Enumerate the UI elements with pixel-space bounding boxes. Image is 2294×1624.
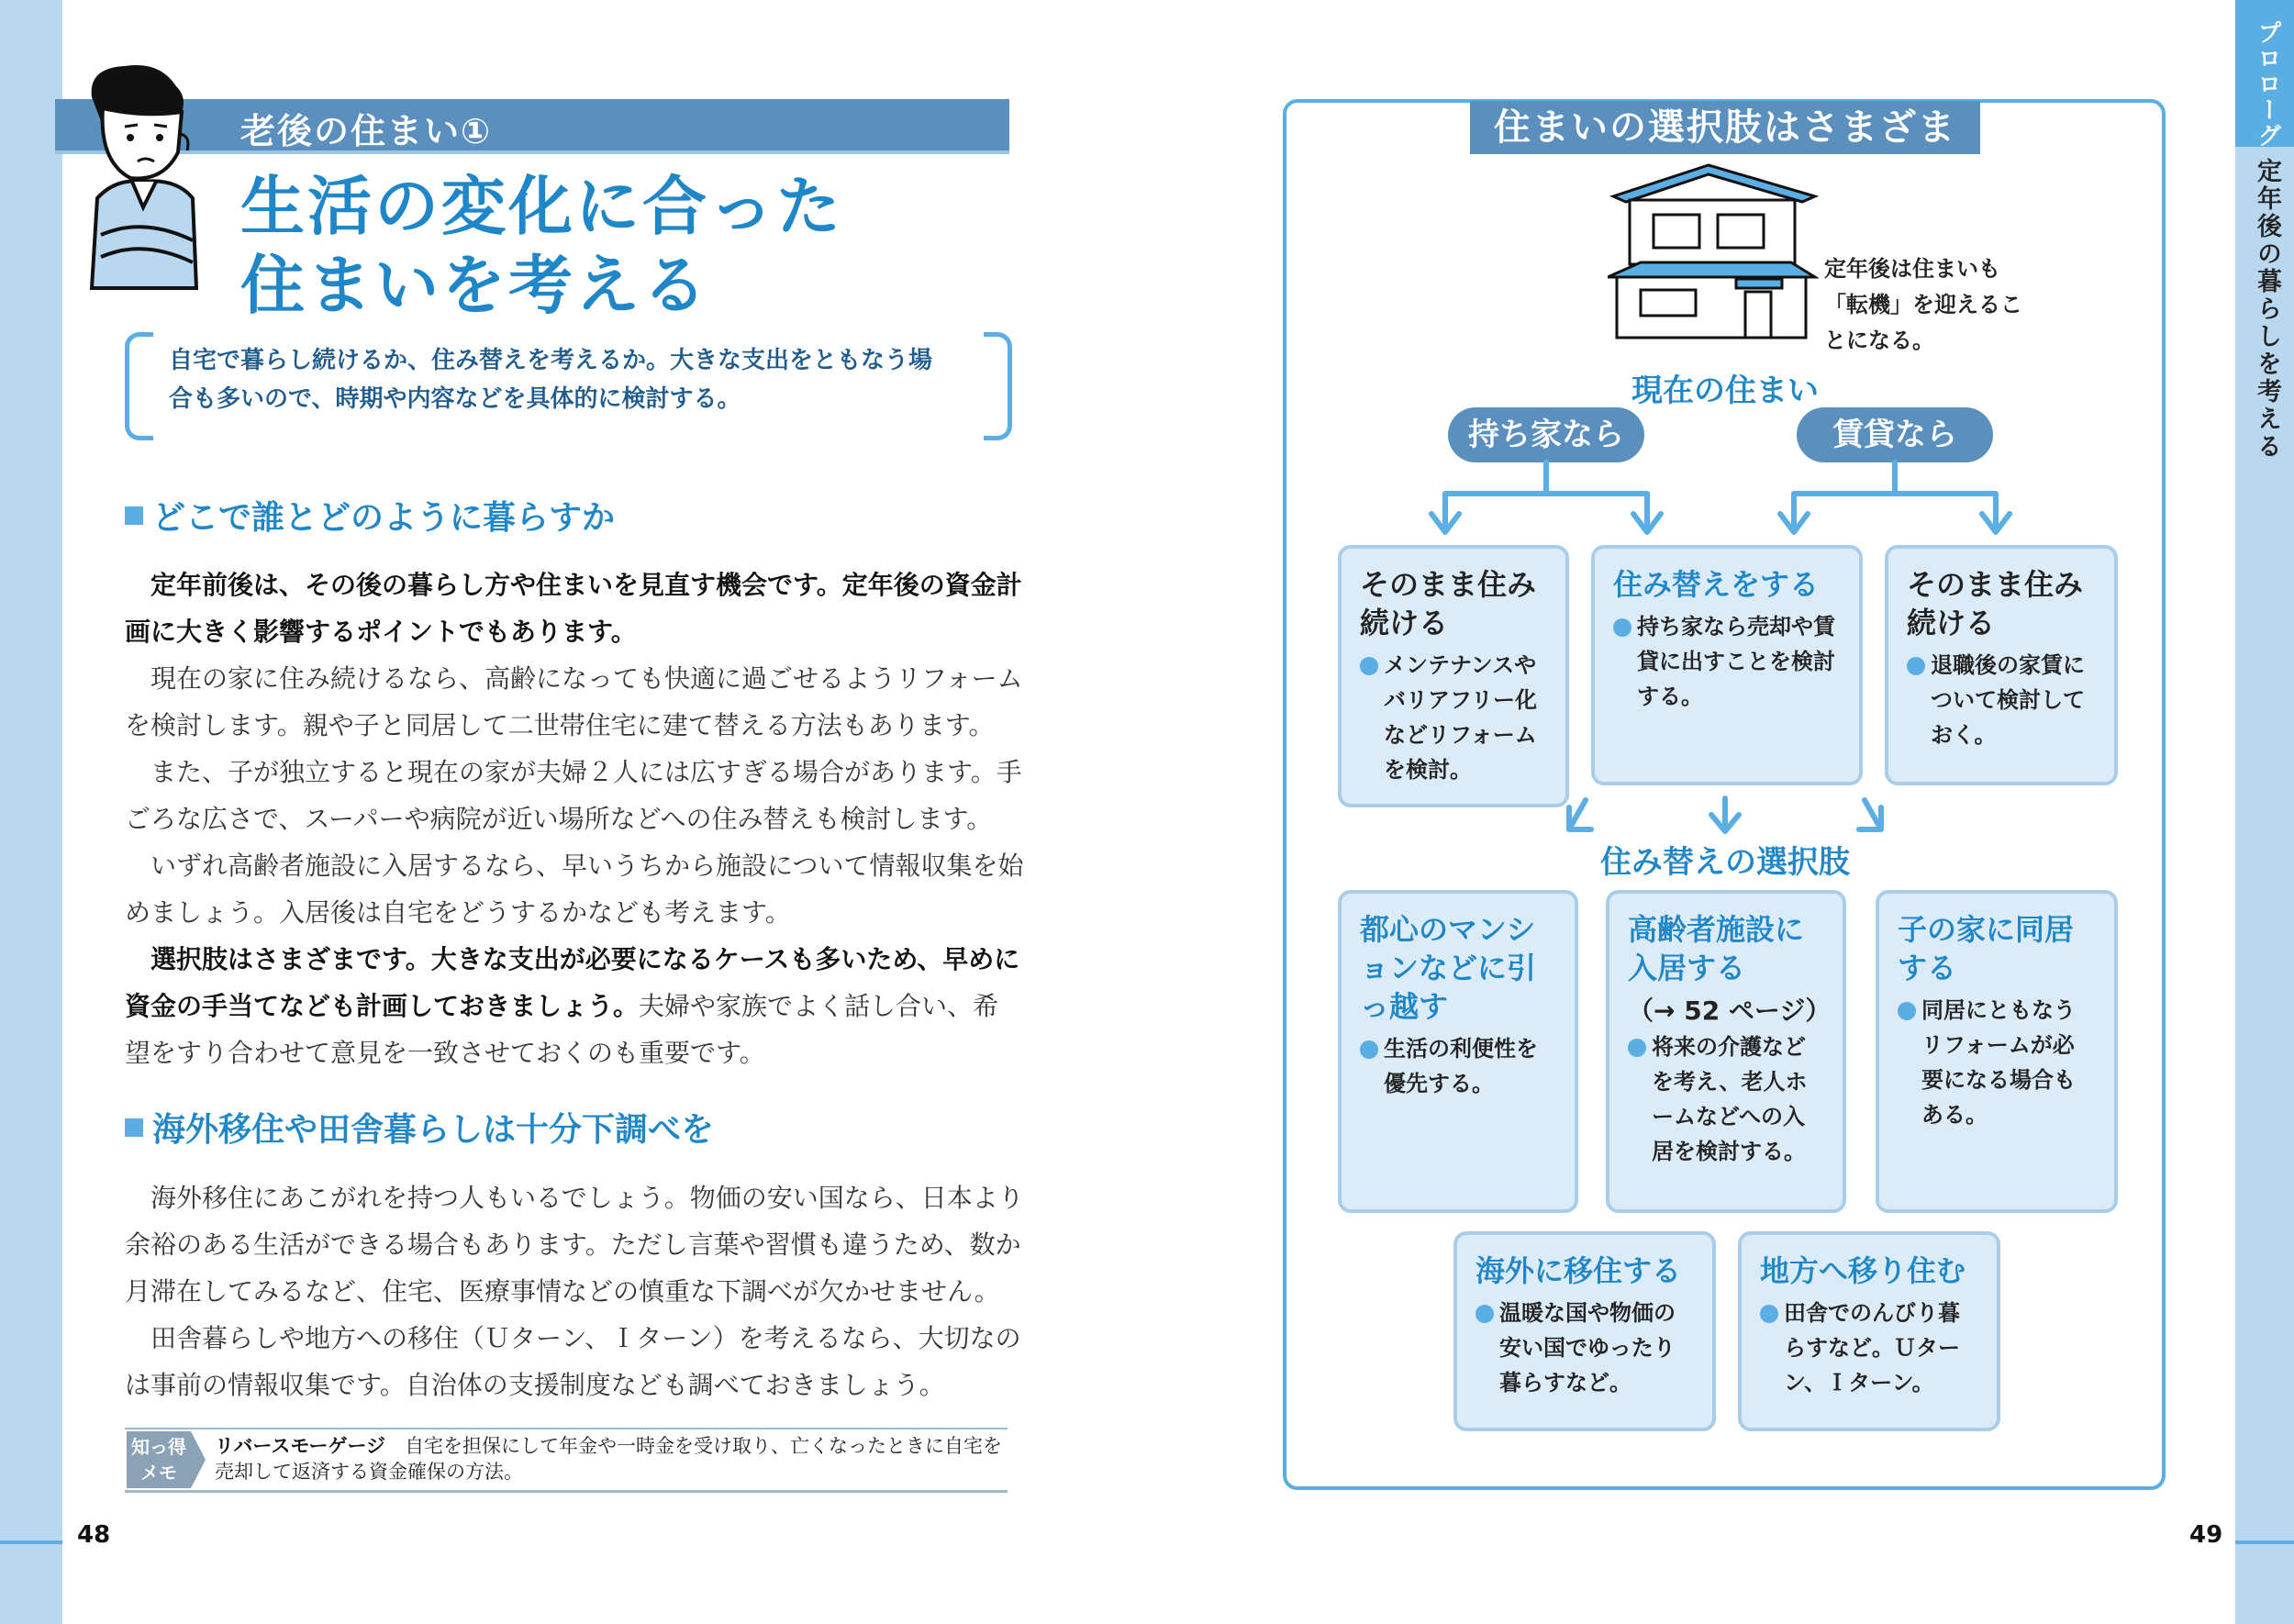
main-title — [240, 167, 843, 325]
choices-label: 住み替えの選択肢 — [1600, 844, 1850, 881]
section-title: 老後の住まい① — [240, 111, 493, 151]
para-4: いずれ高齢者施設に入居するなら、早いうちから施設について情報収集を始めましょう。入居後は自宅をどうするかなども考えます。 — [125, 851, 1024, 928]
box-city-item: 生活の利便性を優先する。 — [1360, 1031, 1556, 1101]
panel-title: 住まいの選択肢はさまざま — [1470, 101, 1980, 154]
box-move — [1591, 545, 1863, 785]
box-rural-item: 田舎でのんびり暮らすなど。Ｕターン、Ｉターン。 — [1760, 1296, 1978, 1400]
lead-bracket-right — [984, 332, 1012, 440]
para-7: 田舎暮らしや地方への移住（Ｕターン、Ｉターン）を考えるなら、大切なのは事前の情報収集です。自治体の支援制度なども調べておきましょう。 — [125, 1323, 1021, 1400]
side-tab-chapter: 定年後の暮らしを考える — [2253, 158, 2281, 461]
box-facility — [1606, 890, 1846, 1213]
box-city-title: 都心のマンションなどに引っ越す — [1360, 912, 1537, 1024]
memo-tag — [127, 1431, 191, 1488]
box-move-title: 住み替えをする — [1613, 567, 1820, 602]
heading-overseas-text: 海外移住や田舎暮らしは十分下調べを — [152, 1111, 715, 1149]
memo-chevron-icon — [191, 1431, 206, 1488]
lead-bracket-left — [125, 332, 153, 440]
thinking-man-illustration — [79, 61, 207, 290]
memo-rule-top — [125, 1428, 1008, 1429]
box-child — [1876, 890, 2118, 1213]
box-stay-rented — [1885, 545, 2118, 785]
rented-home-pill: 賃貸なら — [1797, 407, 1993, 462]
house-note: 定年後は住まいも「転機」を迎えることになる。 — [1824, 256, 2022, 353]
box-stay-owned-title: そのまま住み続ける — [1360, 567, 1537, 640]
box-child-title: 子の家に同居する — [1898, 912, 2075, 985]
box-facility-item: 将来の介護などを考え、老人ホームなどへの入居を検討する。 — [1628, 1029, 1824, 1169]
box-facility-page-ref: （→ 52 ページ） — [1628, 996, 1832, 1026]
heading-square-icon — [125, 1118, 143, 1137]
main-title-line2: 住まいを考える — [240, 248, 709, 323]
heading-square-icon — [125, 506, 143, 525]
house-illustration — [1608, 163, 1819, 347]
box-stay-rented-title: そのまま住み続ける — [1907, 567, 2084, 640]
box-overseas-item: 温暖な国や物価の安い国でゆったり暮らすなど。 — [1476, 1296, 1694, 1400]
box-rural-title: 地方へ移り住む — [1760, 1253, 1966, 1288]
page-number-left: 48 — [77, 1521, 111, 1549]
memo-rule-bottom — [125, 1490, 1008, 1493]
memo-term: リバースモーゲージ — [215, 1435, 386, 1457]
page-number-right: 49 — [2189, 1521, 2223, 1549]
para-5-rest: 夫婦や家族でよく話し合い、希望をすり合わせて意見を一致させておくのも重要です。 — [125, 991, 999, 1068]
lead-line2: 合も多いので、時期や内容などを具体的に検討する。 — [169, 385, 741, 413]
heading-overseas — [125, 1104, 714, 1151]
main-title-line1: 生活の変化に合った — [240, 169, 843, 244]
page-number-rule-left — [0, 1541, 62, 1544]
box-city — [1338, 890, 1578, 1213]
box-overseas — [1453, 1231, 1716, 1431]
box-stay-owned — [1338, 545, 1569, 807]
box-overseas-title: 海外に移住する — [1476, 1253, 1682, 1288]
memo-tag-line2: メモ — [140, 1462, 177, 1484]
para-5-bold: 選択肢はさまざまです。大きな支出が必要になるケースも多いため、早めに資金の手当てなども計画しておきましょう。 — [125, 944, 1020, 1021]
lead-text — [169, 341, 986, 418]
side-tab-category: プロローグ — [2254, 20, 2281, 149]
box-facility-title: 高齢者施設に入居する — [1628, 912, 1805, 985]
para-3: また、子が独立すると現在の家が夫婦２人には広すぎる場合があります。手ごろな広さで、スーパーや病院が近い場所などへの住み替えも検討します。 — [125, 757, 1022, 834]
box-stay-rented-item: 退職後の家賃について検討しておく。 — [1907, 648, 2096, 752]
page-number-rule-right — [2235, 1541, 2294, 1544]
heading-where-who-text: どこで誰とどのように暮らすか — [152, 499, 616, 537]
heading-where-who — [125, 492, 615, 539]
box-stay-owned-item: メンテナンスやバリアフリー化などリフォームを検討。 — [1360, 648, 1547, 787]
owned-home-pill: 持ち家なら — [1448, 407, 1644, 462]
para-6: 海外移住にあこがれを持つ人もいるでしょう。物価の安い国なら、日本より余裕のある生活ができる場合もあります。ただし言葉や習慣も違うため、数か月滞在してみるなど、住宅、医療事情などの慎重な下調べが欠かせません。 — [125, 1183, 1024, 1307]
box-rural — [1738, 1231, 2000, 1431]
para-2: 現在の家に住み続けるなら、高齢になっても快適に過ごせるようリフォームを検討します。親や子と同居して二世帯住宅に建て替える方法もあります。 — [125, 663, 1023, 740]
para-1: 定年前後は、その後の暮らし方や住まいを見直す機会です。定年後の資金計画に大きく影響するポイントでもあります。 — [125, 570, 1022, 647]
current-home-label: 現在の住まい — [1631, 373, 1819, 409]
box-move-item: 持ち家なら売却や賃貸に出すことを検討する。 — [1613, 609, 1841, 714]
memo-tag-line1: 知っ得 — [131, 1436, 186, 1458]
body-section-2 — [125, 1174, 1024, 1408]
memo-definition: 自宅を担保にして年金や一時金を受け取り、亡くなったときに自宅を売却して返済する資金確保の方法。 — [215, 1435, 1003, 1483]
memo-text — [215, 1433, 1004, 1485]
lead-line1: 自宅で暮らし続けるか、住み替えを考えるか。大きな支出をともなう場 — [169, 347, 933, 374]
body-section-1 — [125, 562, 1024, 1076]
box-child-item: 同居にともなうリフォームが必要になる場合もある。 — [1898, 993, 2096, 1132]
left-page-edge — [0, 0, 62, 1624]
